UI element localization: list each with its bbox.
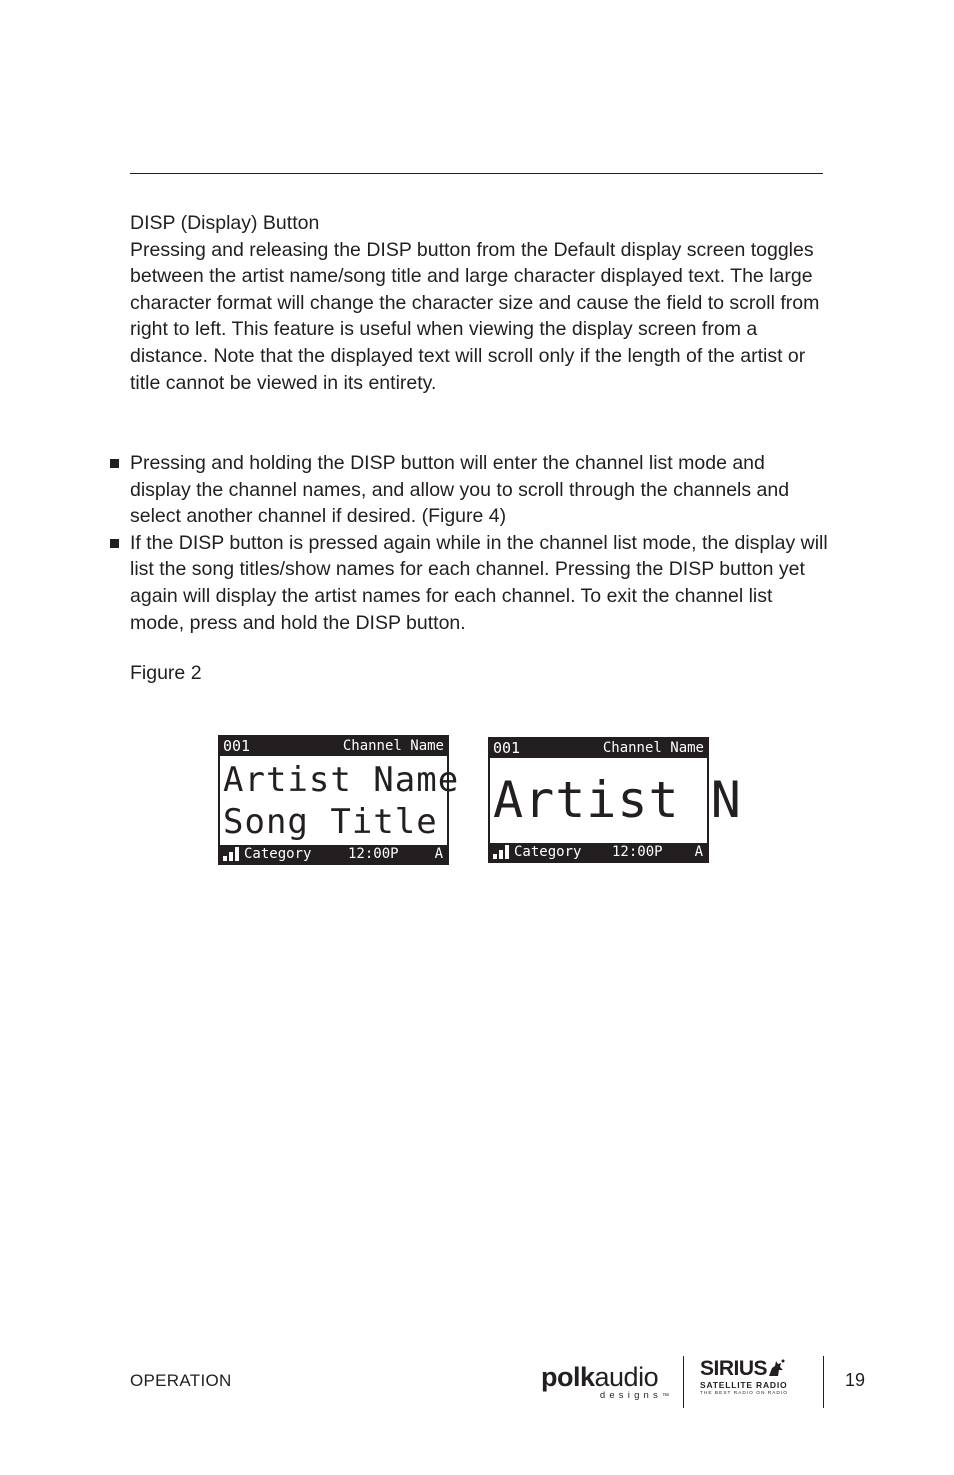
- signal-strength-icon: [223, 847, 241, 861]
- page-number: 19: [845, 1370, 866, 1390]
- channel-number: 001: [493, 739, 521, 757]
- section-body: Pressing and releasing the DISP button from the Default display screen toggles between the artist name/song title and large character displayed text. The large character format will change the character size and cause the field to scroll from right to left. This feature is useful when viewing the display screen from a distance. Note that the displayed text will scroll only if the length of the artist or title cannot be viewed in its entirety.: [130, 238, 820, 394]
- song-title-line: Song Title: [223, 802, 438, 842]
- channel-name: Channel Name: [602, 740, 704, 756]
- bullet-list: [110, 450, 830, 636]
- channel-number: 001: [223, 737, 251, 755]
- list-item: Pressing and holding the DISP button will enter the channel list mode and display the channel names, and allow you to scroll through the channels and select another channel if desired. (Figure 4): [110, 450, 830, 530]
- lcd-display-standard: [218, 735, 460, 865]
- lcd-bottom-bar: [220, 845, 447, 863]
- header-rule: [130, 173, 823, 174]
- dog-icon: [766, 1358, 786, 1378]
- figure-label: Figure 2: [130, 662, 202, 684]
- band-indicator: A: [694, 844, 703, 860]
- polk-audio-logo: polkaudio designs™: [541, 1362, 669, 1401]
- sirius-logo: SIRIUS SATELLITE RADIO THE BEST RADIO ON RADIO: [700, 1357, 788, 1396]
- lcd-top-bar: [220, 737, 447, 756]
- category-label: Category: [244, 846, 312, 862]
- signal-strength-icon: [493, 845, 511, 859]
- lcd-top-bar: [490, 739, 707, 758]
- footer-divider: [683, 1356, 684, 1408]
- square-bullet-icon: [110, 459, 119, 468]
- large-artist-line: Artist N: [493, 771, 742, 829]
- clock-time: 12:00P: [612, 844, 663, 860]
- artist-name-line: Artist Name: [223, 760, 460, 800]
- clock-time: 12:00P: [348, 846, 399, 862]
- channel-name: Channel Name: [342, 738, 444, 754]
- footer-section-label: OPERATION: [130, 1371, 232, 1390]
- square-bullet-icon: [110, 539, 119, 548]
- list-item: If the DISP button is pressed again while in the channel list mode, the display will list the song titles/show names for each channel. Pressing the DISP button yet again will display the artist names for each channel. To exit the channel list mode, press and hold the DISP button.: [110, 530, 830, 636]
- section-heading: DISP (Display) Button: [130, 212, 320, 234]
- category-label: Category: [514, 844, 582, 860]
- lcd-display-large: [488, 737, 742, 863]
- footer-divider: [823, 1356, 824, 1408]
- lcd-bottom-bar: [490, 843, 707, 861]
- disp-section: [130, 210, 830, 396]
- band-indicator: A: [434, 846, 443, 862]
